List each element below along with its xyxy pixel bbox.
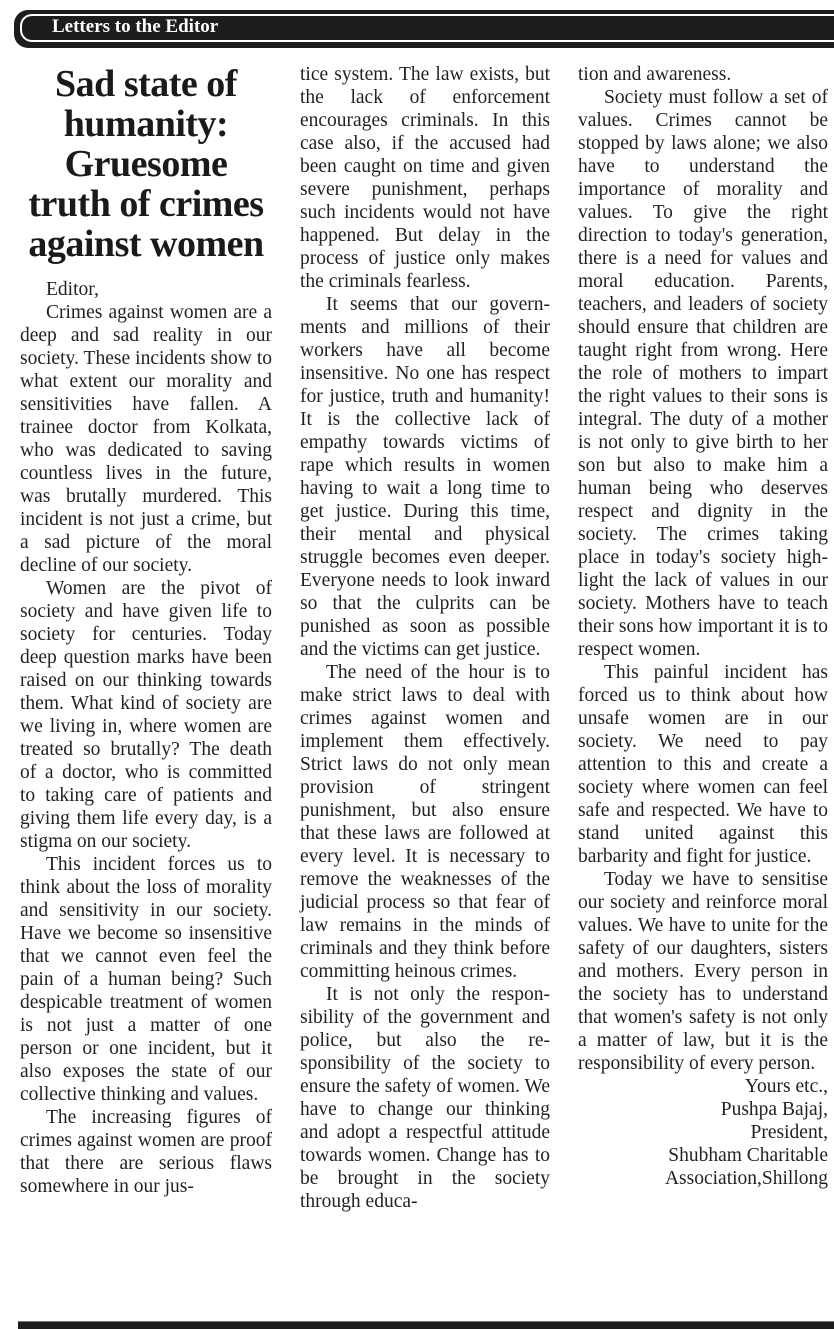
column-2 [300, 63, 550, 1213]
signoff-name: Pushpa Bajaj, [720, 1099, 828, 1120]
signoff-closing: Yours etc., [744, 1076, 828, 1097]
signoff-position: President, [750, 1122, 828, 1143]
paragraph: Today we have to sensitise our society and reinforce moral values. We have to unite for the safety of our daughters, sisters and mothers. Every person in the society has to understand that women's safety is not only a matter of law, but it is the responsibility of every person. [578, 869, 828, 1074]
paragraph: It seems that our governments and millions of their workers have all become insensitive. No one has respect for justice, truth and humanity! It is the collective lack of empathy towards victims of rape which results in women having to wait a long time to get justice. During this time, their mental and physical struggle becomes even deeper. Everyone needs to look inward so that the culprits can be punished as soon as possible and the victims can get justice. [300, 294, 550, 660]
column-1 [20, 60, 272, 1198]
signoff-location: Association,Shillong [664, 1168, 828, 1189]
paragraph: The need of the hour is to make strict laws to deal with crimes against women and implement them effectively. Strict laws do not only mean provision of stringent punishment, but also ensure that these laws are followed at every level. It is necessary to remove the weaknesses of the judicial process so that fear of law remains in the minds of criminals and they think before committing heinous crimes. [300, 662, 550, 982]
salutation: Editor, [46, 279, 99, 300]
paragraph: The increasing figures of crimes against women are proof that there are serious flaws somewhere in our jus- [20, 1107, 272, 1197]
letter-headline: Sad state of humanity: Gruesome truth of crimes against women [28, 63, 264, 265]
paragraph: This incident forces us to think about the loss of morality and sensitivity in our society. Have we become so insensitive that we cannot even feel the pain of a human being? Such despicable treatment of women is not just a matter of one person or one incident, but it also exposes the state of our collective thinking and values. [20, 854, 272, 1105]
paragraph: Crimes against women are a deep and sad reality in our society. These incidents show to what extent our morality and sensitivities have fallen. A trainee doctor from Kolkata, who was dedicated to saving countless lives in the future, was brutally murdered. This incident is not just a crime, but a sad picture of the moral decline of our society. [20, 302, 272, 576]
paragraph-continued: tion and awareness. [578, 64, 732, 85]
paragraph: This painful incident has forced us to think about how unsafe women are in our society. We need to pay attention to this and create a society where women can feel safe and respected. We have to stand united against this barbarity and fight for justice. [578, 662, 828, 867]
paragraph-continued: tice system. The law exists, but the lack of enforcement encourages criminals. In this case also, if the accused had been caught on time and given severe punishment, perhaps such incidents would not have happened. But delay in the process of justice only makes the criminals fearless. [300, 64, 550, 292]
paragraph: It is not only the responsibility of the government and police, but also the responsibility of the society to ensure the safety of women. We have to change our thinking and adopt a respectful attitude towards women. Change has to be brought in the society through educa- [300, 984, 550, 1212]
paragraph: Women are the pivot of society and have given life to society for centuries. Today deep question marks have been raised on our thinking towards them. What kind of society are we living in, where women are treated so brutally? The death of a doctor, who is committed to taking care of patients and giving them life every day, is a stigma on our society. [20, 578, 272, 852]
section-title: Letters to the Editor [52, 16, 219, 37]
column-3 [578, 63, 828, 1190]
signoff-organization: Shubham Charitable [668, 1145, 828, 1166]
paragraph: Society must follow a set of values. Crimes cannot be stopped by laws alone; we also have to understand the importance of morality and values. To give the right direction to today's generation, there is a need for values and moral education. Parents, teachers, and leaders of society should ensure that children are taught right from wrong. Here the role of mothers to impart the right values to their sons is integral. The duty of a mother is not only to give birth to her son but also to make him a human being who deserves respect and dignity in the society. The crimes taking place in today's society highlight the lack of values in our society. Mothers have to teach their sons how important it is to respect women. [578, 87, 828, 660]
section-banner [14, 10, 834, 48]
